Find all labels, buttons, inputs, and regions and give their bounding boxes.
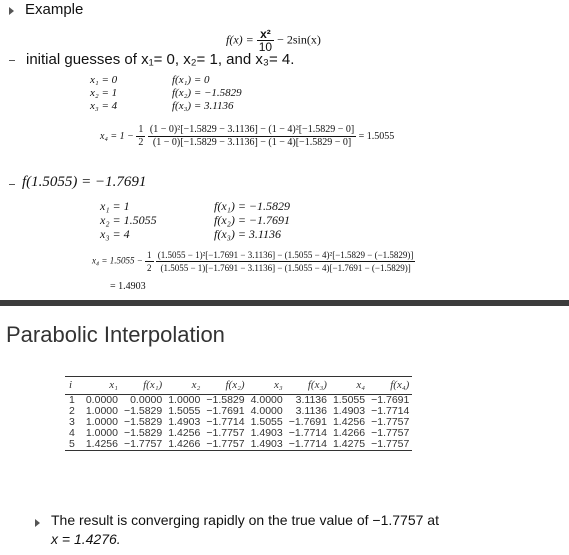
table-header: f(x₂) (203, 377, 247, 395)
table-cell: −1.7714 (288, 427, 327, 439)
table-header: x₁ (83, 377, 121, 395)
bullet-triangle-icon (35, 519, 40, 527)
iterations-table (65, 376, 412, 451)
table-cell: 1.4266 (332, 427, 366, 439)
table-cell: 1.4256 (85, 438, 118, 450)
table-header-row (65, 377, 412, 395)
table-cell: −1.7757 (371, 427, 410, 439)
iter1-x1: x₁ = 0 (90, 74, 118, 86)
table-cell: −1.7757 (123, 438, 163, 450)
iter2-f2: f(x₂) = −1.7691 (214, 213, 291, 227)
table-cell: −1.7757 (206, 427, 245, 439)
table-row (65, 439, 412, 451)
table-header: x₂ (165, 377, 203, 395)
table-cell: −1.7757 (371, 416, 410, 428)
table-cell: −1.7757 (206, 438, 245, 450)
slide-divider (0, 300, 569, 306)
table-cell: 1 (69, 394, 75, 406)
table-cell: 1.4275 (332, 438, 366, 450)
table-cell: 0.0000 (130, 394, 163, 406)
bullet-triangle-icon (9, 7, 14, 15)
iter2-f3: f(x₃) = 3.1136 (214, 227, 282, 241)
iter1-formula: x₄ = 1 − $\frac{1}{2}$ $\frac{\text{(1 − 0)²[−1.5829 − 3.1136] − (1 − 4)²[−1.5829 − 0]}}{(1 - 0)[-1.5829 - 3.1136] - (1 - 4)[-1.5829 - 0]}$ = 1.5055 (100, 124, 395, 148)
table-cell: 4.0000 (250, 405, 283, 417)
iter2-x3: x₃ = 4 (100, 227, 130, 241)
iter1-x3: x₃ = 4 (90, 100, 118, 112)
table-cell: −1.7691 (288, 416, 327, 428)
table-cell: 1.0000 (85, 405, 118, 417)
table-header: x₃ (248, 377, 286, 395)
dash-bullet (9, 184, 15, 185)
table-cell: −1.7714 (288, 438, 327, 450)
table-cell: −1.5829 (206, 394, 245, 406)
table-header: f(x₁) (121, 377, 165, 395)
iter2-x2: x₂ = 1.5055 (100, 213, 157, 227)
table-cell: 2 (69, 405, 75, 417)
iter1-f2: f(x₂) = −1.5829 (172, 87, 242, 99)
table-cell: −1.7757 (371, 438, 410, 450)
iter2-result: = 1.4903 (110, 281, 146, 292)
conclusion-line2: x = 1.4276. (51, 531, 121, 547)
f-value-line: f(1.5055) = −1.7691 (22, 174, 147, 190)
table-cell: 1.5055 (250, 416, 283, 428)
table-cell: 1.0000 (168, 394, 201, 406)
iter1-f1: f(x₁) = 0 (172, 74, 210, 86)
iter2-f1: f(x₁) = −1.5829 (214, 199, 291, 213)
section-title: Parabolic Interpolation (6, 322, 225, 347)
initial-guesses-text: initial guesses of x₁= 0, x₂= 1, and x₃= 4. (26, 51, 295, 68)
table-cell: 1.4903 (250, 427, 283, 439)
table-cell: −1.7714 (371, 405, 410, 417)
table-cell: 1.0000 (85, 427, 118, 439)
example-heading: Example (25, 1, 84, 18)
table-cell: 0.0000 (85, 394, 118, 406)
table-header: i (65, 377, 83, 395)
iter1-f3: f(x₃) = 3.1136 (172, 100, 234, 112)
table-cell: 1.4266 (168, 438, 201, 450)
table-cell: 3 (69, 416, 75, 428)
table-cell: 1.4256 (168, 427, 201, 439)
table-cell: 1.4903 (168, 416, 201, 428)
table-cell: 1.5055 (168, 405, 201, 417)
table-cell: −1.5829 (123, 427, 163, 439)
function-fraction: $\frac{\text{x²}}{10}$ (258, 27, 273, 54)
table-cell: 1.0000 (85, 416, 118, 428)
table-header: x₄ (330, 377, 368, 395)
dash-bullet (9, 60, 15, 61)
table-cell: 1.4256 (332, 416, 366, 428)
table-cell: −1.7691 (371, 394, 410, 406)
conclusion-line1: The result is converging rapidly on the true value of −1.7757 at (51, 512, 439, 528)
table-cell: 3.1136 (295, 394, 327, 406)
table-cell: 4.0000 (250, 394, 283, 406)
table-cell: 1.5055 (332, 394, 366, 406)
table-header: f(x₄) (368, 377, 412, 395)
iter2-x1: x₁ = 1 (100, 199, 130, 213)
table-cell: −1.5829 (123, 405, 163, 417)
table-cell: −1.7691 (206, 405, 245, 417)
table-cell: 4 (69, 427, 75, 439)
table-header: f(x₃) (286, 377, 330, 395)
table-cell: 5 (69, 438, 75, 450)
iter1-x2: x₂ = 1 (90, 87, 118, 99)
iter2-formula: x₄ = 1.5055 − $\frac{1}{2}$ (1.5055 − 1)²[−1.7691 − 3.1136] − (1.5055 − 4)²[−1.5829 − (−1.5829)] (1.5055 − 1)[−1.7691 − 3.1136] − (1.5055 − 4)[−1.7691 − (−1.5829)] (92, 250, 414, 273)
table-cell: −1.5829 (123, 416, 163, 428)
table-cell: −1.7714 (206, 416, 245, 428)
table-cell: 1.4903 (332, 405, 366, 417)
function-definition: f(x) = $\frac{\text{x²}}{10}$ − 2sin(x) (226, 27, 321, 54)
table-cell: 1.4903 (250, 438, 283, 450)
table-cell: 3.1136 (295, 405, 327, 417)
